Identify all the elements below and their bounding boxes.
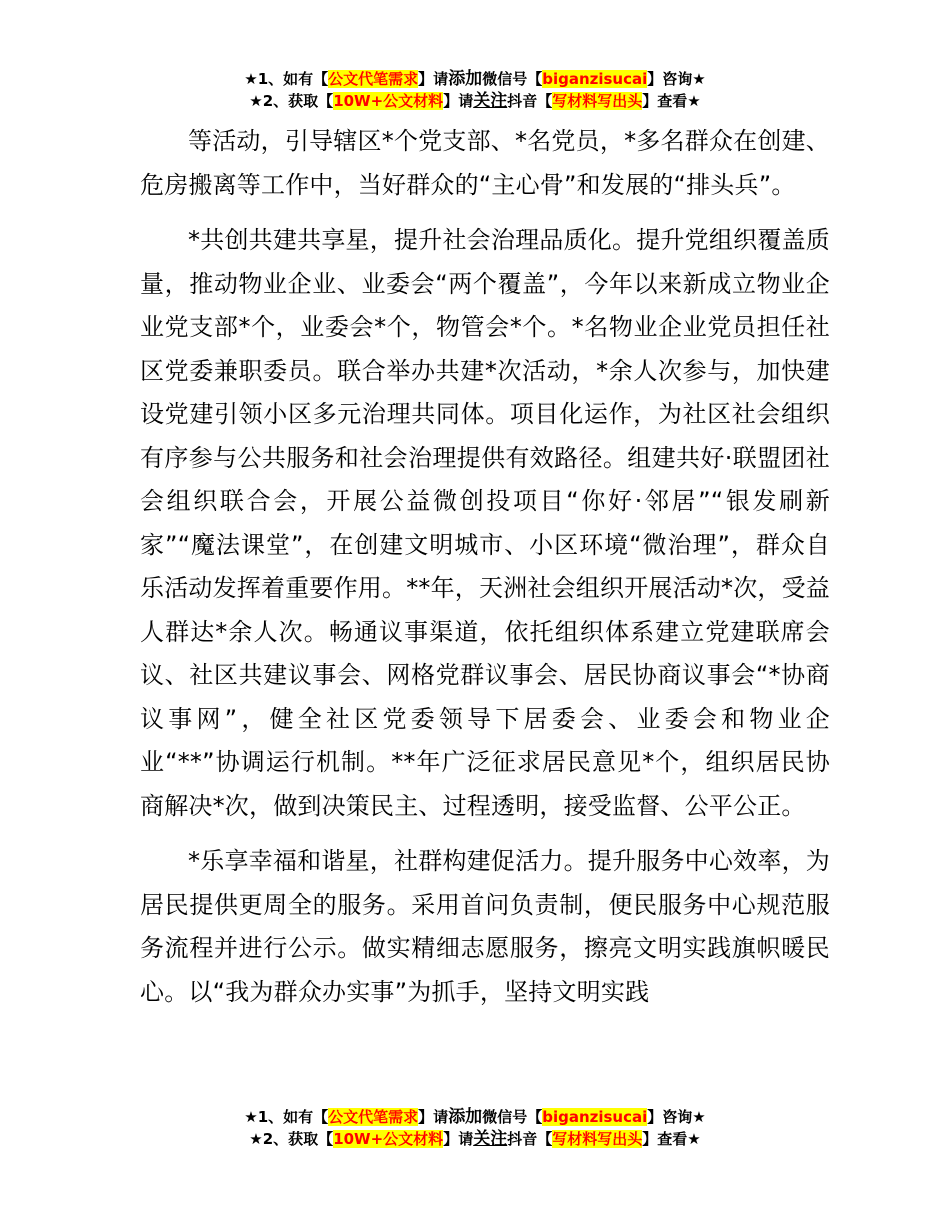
paragraph: 等活动，引导辖区*个党支部、*名党员，*多名群众在创建、危房搬离等工作中，当好群众的“主心骨”和发展的“排头兵”。: [140, 127, 830, 199]
footer-banner: [0, 1106, 950, 1150]
banner-emphasis: 关注: [473, 91, 508, 111]
banner-line-2: [0, 1128, 950, 1150]
banner-text: 】请: [443, 92, 474, 110]
banner-douyin-id: 写材料写出头: [552, 92, 643, 110]
banner-highlight: 公文代笔需求: [328, 70, 419, 88]
banner-line-1: [0, 68, 950, 90]
banner-text: 】请: [418, 1108, 449, 1126]
banner-text: 抖音【: [507, 1130, 553, 1148]
banner-emphasis: 添加: [448, 1107, 483, 1127]
banner-text: 微信号【: [482, 1108, 543, 1126]
banner-text: 】请: [418, 70, 449, 88]
banner-text: ★2、获取【: [249, 92, 334, 110]
banner-text: 】请: [443, 1130, 474, 1148]
banner-highlight: 10W+公文材料: [333, 1130, 444, 1148]
banner-text: 抖音【: [507, 92, 553, 110]
banner-line-1: [0, 1106, 950, 1128]
banner-highlight: 公文代笔需求: [328, 1108, 419, 1126]
banner-highlight: 10W+公文材料: [333, 92, 444, 110]
paragraph: *共创共建共享星，提升社会治理品质化。提升党组织覆盖质量，推动物业企业、业委会“两个覆盖”，今年以来新成立物业企业党支部*个，业委会*个，物管会*个。*名物业企业党员担任社区党委兼职委员。联合举办共建*次活动，*余人次参与，加快建设党建引领小区多元治理共同体。项目化运作，为社区社会组织有序参与公共服务和社会治理提供有效路径。组建共好·联盟团社会组织联合会，开展公益微创投项目“你好·邻居”“银发刷新家”“魔法课堂”，在创建文明城市、小区环境“微治理”，群众自乐活动发挥着重要作用。**年，天洲社会组织开展活动*次，受益人群达*余人次。畅通议事渠道，依托组织体系建立党建联席会议、社区共建议事会、网格党群议事会、居民协商议事会“*协商议事网”，健全社区党委领导下居委会、业委会和物业企业“**”协调运行机制。**年广泛征求居民意见*个，组织居民协商解决*次，做到决策民主、过程透明，接受监督、公平公正。: [140, 226, 830, 820]
banner-text: 】咨询★: [647, 70, 706, 88]
document-body: [140, 120, 830, 1014]
banner-text: ★2、获取【: [249, 1130, 334, 1148]
banner-text: 】咨询★: [647, 1108, 706, 1126]
header-banner: [0, 68, 950, 112]
banner-text: ★1、如有【: [244, 1108, 329, 1126]
banner-text: 微信号【: [482, 70, 543, 88]
banner-text: ★1、如有【: [244, 70, 329, 88]
banner-text: 】查看★: [642, 1130, 701, 1148]
banner-douyin-id: 写材料写出头: [552, 1130, 643, 1148]
banner-wechat-id: biganzisucai: [542, 1108, 648, 1126]
paragraph: *乐享幸福和谐星，社群构建促活力。提升服务中心效率，为居民提供更周全的服务。采用首问负责制，便民服务中心规范服务流程并进行公示。做实精细志愿服务，擦亮文明实践旗帜暖民心。以“我为群众办实事”为抓手，坚持文明实践: [140, 847, 830, 1006]
banner-wechat-id: biganzisucai: [542, 70, 648, 88]
banner-text: 】查看★: [642, 92, 701, 110]
banner-line-2: [0, 90, 950, 112]
banner-emphasis: 添加: [448, 69, 483, 89]
banner-emphasis: 关注: [473, 1129, 508, 1149]
